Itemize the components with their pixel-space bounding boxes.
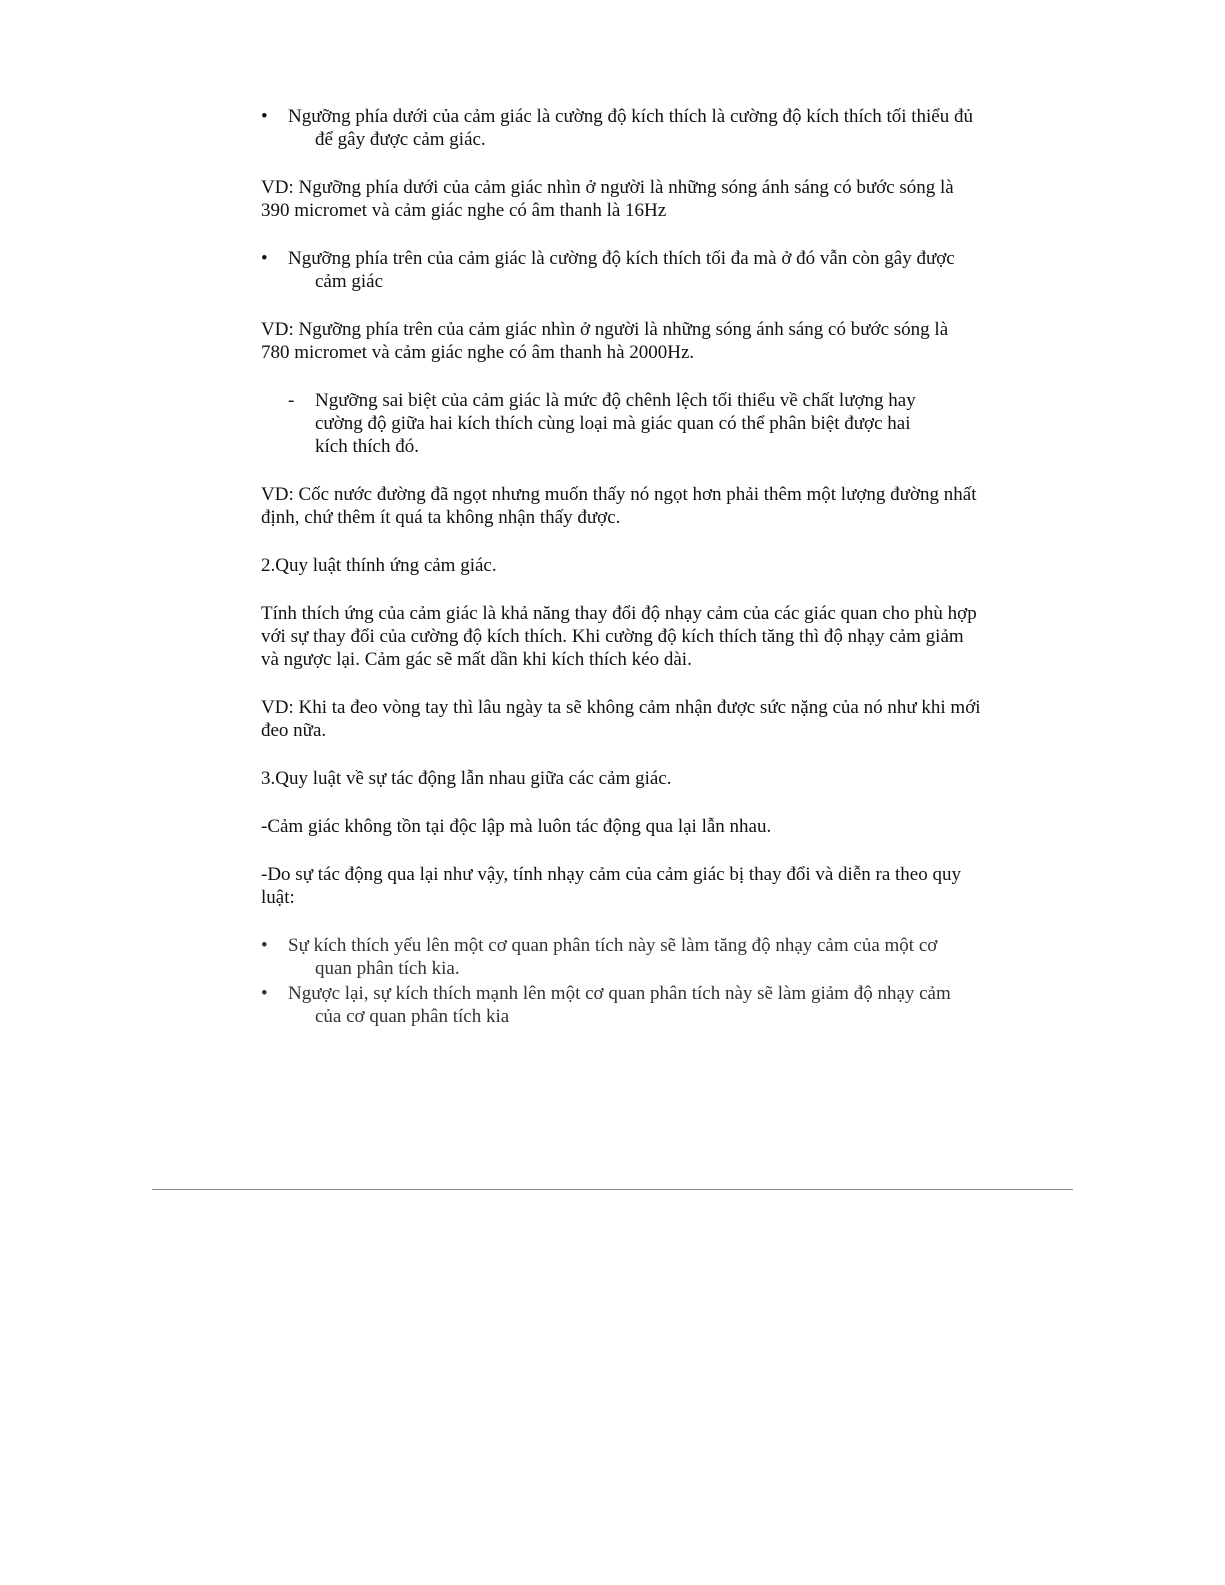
- bullet-strong-stimulus: • Ngược lại, sự kích thích mạnh lên một cơ quan phân tích này sẽ làm giảm độ nhạy cảm của cơ quan phân tích kia: [261, 983, 951, 1027]
- example-lower-threshold: VD: Ngưỡng phía dưới của cảm giác nhìn ở người là những sóng ánh sáng có bước sóng là 390 micromet và cảm giác nghe có âm thanh là 16Hz: [261, 177, 954, 221]
- bullet-upper-threshold: • Ngưỡng phía trên của cảm giác là cường độ kích thích tối đa mà ở đó vẫn còn gây được cảm giác: [261, 248, 955, 292]
- bullet-weak-stimulus: • Sự kích thích yếu lên một cơ quan phân tích này sẽ làm tăng độ nhạy cảm của một cơ quan phân tích kia.: [261, 935, 938, 979]
- paragraph-adaptation: Tính thích ứng của cảm giác là khả năng thay đổi độ nhạy cảm của các giác quan cho phù hợp với sự thay đổi của cường độ kích thích. Khi cường độ kích thích tăng thì độ nhạy cảm giảm và ngược lại. Cảm gác sẽ mất dần khi kích thích kéo dài.: [261, 603, 977, 670]
- example-adaptation: VD: Khi ta đeo vòng tay thì lâu ngày ta sẽ không cảm nhận được sức nặng của nó như khi mới đeo nữa.: [261, 697, 981, 741]
- dash-marker: -: [288, 390, 295, 411]
- example-difference-threshold: VD: Cốc nước đường đã ngọt nhưng muốn thấy nó ngọt hơn phải thêm một lượng đường nhất định, chứ thêm ít quá ta không nhận thấy được.: [261, 484, 977, 528]
- bullet-text: Sự kích thích yếu lên một cơ quan phân tích này sẽ làm tăng độ nhạy cảm của một cơ quan phân tích kia.: [288, 935, 938, 979]
- bullet-lower-threshold: • Ngưỡng phía dưới của cảm giác là cường độ kích thích là cường độ kích thích tối thiểu đủ để gây được cảm giác.: [261, 106, 973, 150]
- page-content: [261, 105, 981, 1053]
- example-upper-threshold: VD: Ngưỡng phía trên của cảm giác nhìn ở người là những sóng ánh sáng có bước sóng là 780 micromet và cảm giác nghe có âm thanh hà 2000Hz.: [261, 319, 949, 363]
- paragraph-interaction-2: -Do sự tác động qua lại như vậy, tính nhạy cảm của cảm giác bị thay đổi và diễn ra theo quy luật:: [261, 864, 961, 908]
- section-heading-adaptation: 2.Quy luật thính ứng cảm giác.: [261, 555, 497, 576]
- section-heading-interaction: 3.Quy luật về sự tác động lẫn nhau giữa các cảm giác.: [261, 768, 672, 789]
- dash-text: Ngưỡng sai biệt của cảm giác là mức độ chênh lệch tối thiểu về chất lượng hay cường độ giữa hai kích thích cùng loại mà giác quan có thể phân biệt được hai kích thích đó.: [315, 390, 916, 457]
- bullet-text: Ngưỡng phía trên của cảm giác là cường độ kích thích tối đa mà ở đó vẫn còn gây được cảm giác: [288, 248, 955, 292]
- bullet-text: Ngược lại, sự kích thích mạnh lên một cơ quan phân tích này sẽ làm giảm độ nhạy cảm của cơ quan phân tích kia: [288, 983, 951, 1027]
- dash-difference-threshold: [261, 389, 945, 458]
- page-divider: [152, 1189, 1073, 1190]
- bullet-text: Ngưỡng phía dưới của cảm giác là cường độ kích thích là cường độ kích thích tối thiểu đủ để gây được cảm giác.: [288, 106, 973, 150]
- paragraph-interaction-1: -Cảm giác không tồn tại độc lập mà luôn tác động qua lại lẫn nhau.: [261, 816, 772, 837]
